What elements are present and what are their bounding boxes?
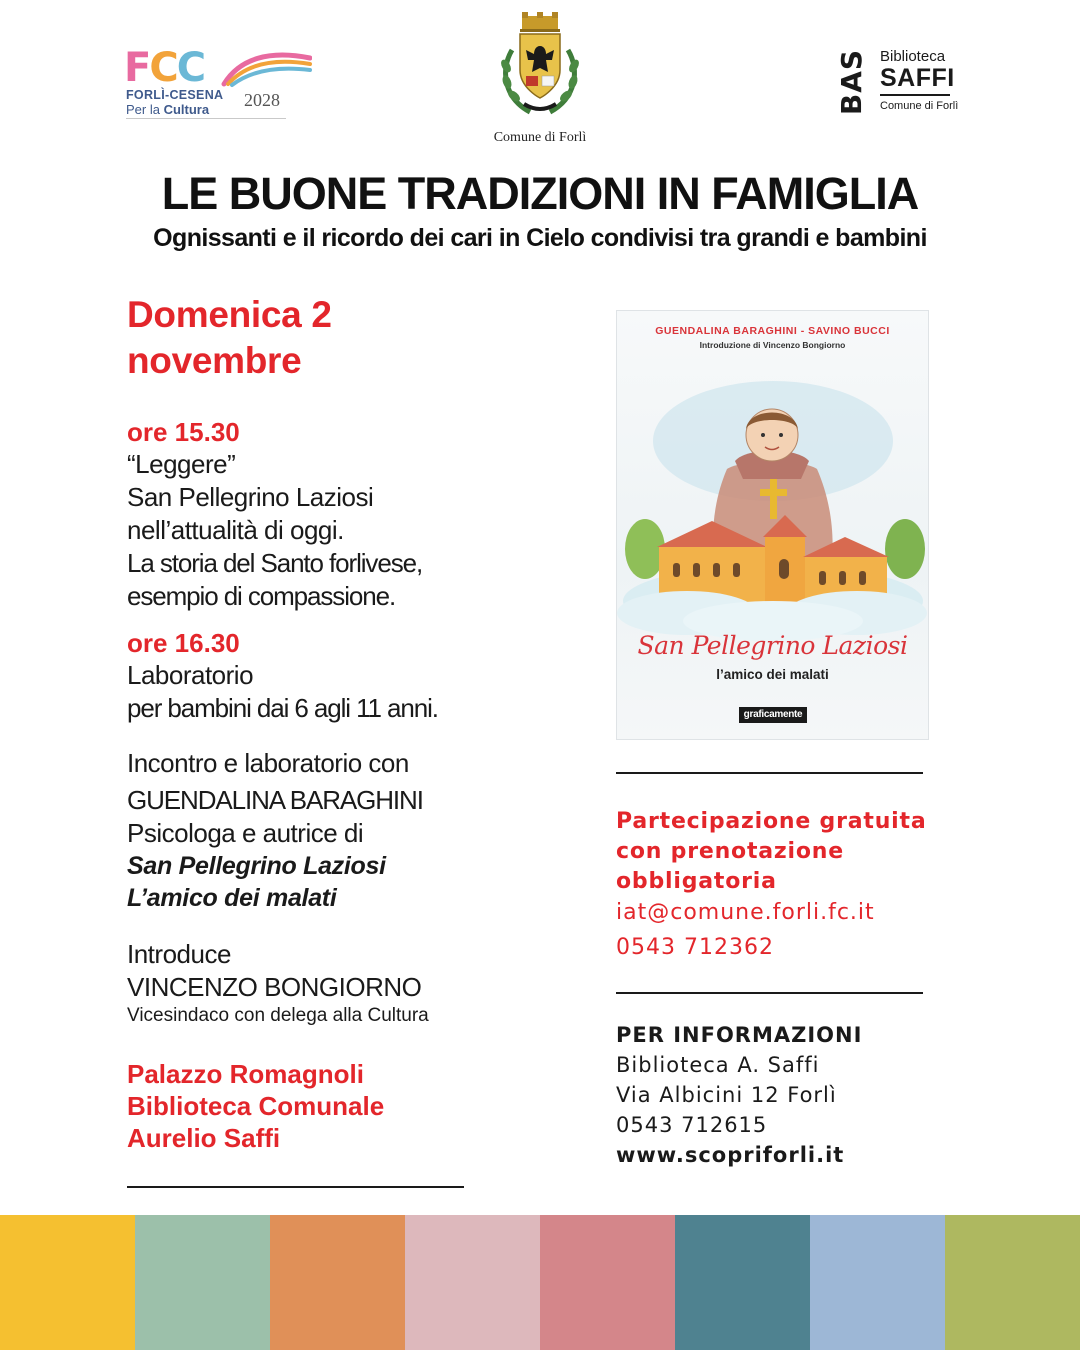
publisher-logo: graficamente <box>739 707 807 723</box>
book-subtitle: l’amico dei malati <box>716 667 829 682</box>
session-time: ore 15.30 <box>127 417 240 447</box>
color-bar <box>0 1215 1080 1350</box>
divider <box>616 992 923 994</box>
bas-mark: BAS <box>835 48 868 116</box>
speaker-book-title: San Pellegrino Laziosi <box>127 852 386 880</box>
fcc-city: FORLÌ-CESENA <box>126 88 224 102</box>
divider <box>126 118 286 119</box>
fcc-letter: C <box>149 45 177 91</box>
event-details <box>127 292 557 1154</box>
page-subtitle: Ognissanti e il ricordo dei cari in Cielo condivisi tra grandi e bambini <box>153 224 927 252</box>
color-swatch <box>810 1215 945 1350</box>
swoosh-icon <box>220 48 312 88</box>
venue-block <box>127 1058 557 1154</box>
introducer-name: VINCENZO BONGIORNO <box>127 972 422 1002</box>
introducer-block <box>127 938 557 1028</box>
fcc-tagline-bold: Cultura <box>163 102 210 117</box>
booking-phone[interactable]: 0543 712362 <box>616 935 774 960</box>
speaker-role: Psicologa e autrice di <box>127 818 364 848</box>
speaker-book-subtitle: L’amico dei malati <box>127 884 337 912</box>
info-block <box>616 1020 976 1170</box>
participation-line: obbligatoria <box>616 869 777 894</box>
participation-line: con prenotazione <box>616 839 844 864</box>
session-line: nell’attualità di oggi. <box>127 515 344 545</box>
venue-line: Biblioteca Comunale <box>127 1091 385 1121</box>
info-header: PER INFORMAZIONI <box>616 1023 863 1047</box>
event-date <box>127 292 557 384</box>
fcc-letter: C <box>176 45 205 91</box>
fcc-tagline <box>126 102 209 117</box>
fcc-year: 2028 <box>244 90 280 110</box>
fcc-letter: F <box>124 45 150 91</box>
venue-line: Aurelio Saffi <box>127 1123 281 1153</box>
fcc-letters <box>124 46 204 90</box>
session-line: esempio di compassione. <box>127 581 396 611</box>
color-swatch <box>540 1215 675 1350</box>
page-title: LE BUONE TRADIZIONI IN FAMIGLIA <box>161 168 919 219</box>
info-place: Biblioteca A. Saffi <box>616 1053 820 1077</box>
event-date-line: novembre <box>127 340 302 381</box>
divider <box>616 772 923 774</box>
book-authors: GUENDALINA BARAGHINI - SAVINO BUCCI <box>655 325 890 337</box>
color-swatch <box>405 1215 540 1350</box>
comune-name: Comune di Forlì <box>493 130 587 145</box>
participation-notice <box>616 807 976 897</box>
booking-email[interactable]: iat@comune.forli.fc.it <box>616 900 875 925</box>
fcc-logo <box>124 46 314 122</box>
saint-illustration-icon <box>617 351 929 641</box>
session-line: per bambini dai 6 agli 11 anni. <box>127 693 438 723</box>
session-line: La storia del Santo forlivese, <box>127 548 423 578</box>
session-time: ore 16.30 <box>127 628 240 658</box>
book-cover <box>616 310 929 740</box>
bas-saffi: SAFFI <box>880 64 955 92</box>
info-phone[interactable]: 0543 712615 <box>616 1113 768 1137</box>
divider <box>127 1186 464 1188</box>
color-swatch <box>0 1215 135 1350</box>
info-address: Via Albicini 12 Forlì <box>616 1083 837 1107</box>
color-swatch <box>675 1215 810 1350</box>
session-line: Laboratorio <box>127 660 254 690</box>
color-swatch <box>945 1215 1080 1350</box>
comune-logo <box>470 10 610 145</box>
info-website-link[interactable]: www.scopriforli.it <box>616 1143 845 1167</box>
event-session <box>127 627 557 725</box>
session-line: “Leggere” <box>127 449 236 479</box>
speaker-name: GUENDALINA BARAGHINI <box>127 785 423 815</box>
event-session <box>127 416 557 613</box>
book-intro: Introduzione di Vincenzo Bongiorno <box>699 340 846 350</box>
speaker-intro: Incontro e laboratorio con <box>127 748 409 778</box>
color-swatch <box>135 1215 270 1350</box>
color-swatch <box>270 1215 405 1350</box>
participation-line: Partecipazione gratuita <box>616 809 927 834</box>
divider <box>880 94 950 96</box>
introducer-label: Introduce <box>127 939 231 969</box>
biblioteca-saffi-logo <box>830 44 960 120</box>
fcc-tagline-prefix: Per la <box>126 102 164 117</box>
introducer-role: Vicesindaco con delega alla Cultura <box>127 1005 429 1026</box>
bas-comune: Comune di Forlì <box>880 100 959 112</box>
coat-of-arms-icon <box>490 10 590 120</box>
event-date-line: Domenica 2 <box>127 294 332 335</box>
bas-biblioteca: Biblioteca <box>880 48 946 65</box>
venue-line: Palazzo Romagnoli <box>127 1059 364 1089</box>
session-line: San Pellegrino Laziosi <box>127 482 374 512</box>
speaker-block <box>127 747 557 914</box>
book-title: San Pellegrino Laziosi <box>637 631 908 660</box>
